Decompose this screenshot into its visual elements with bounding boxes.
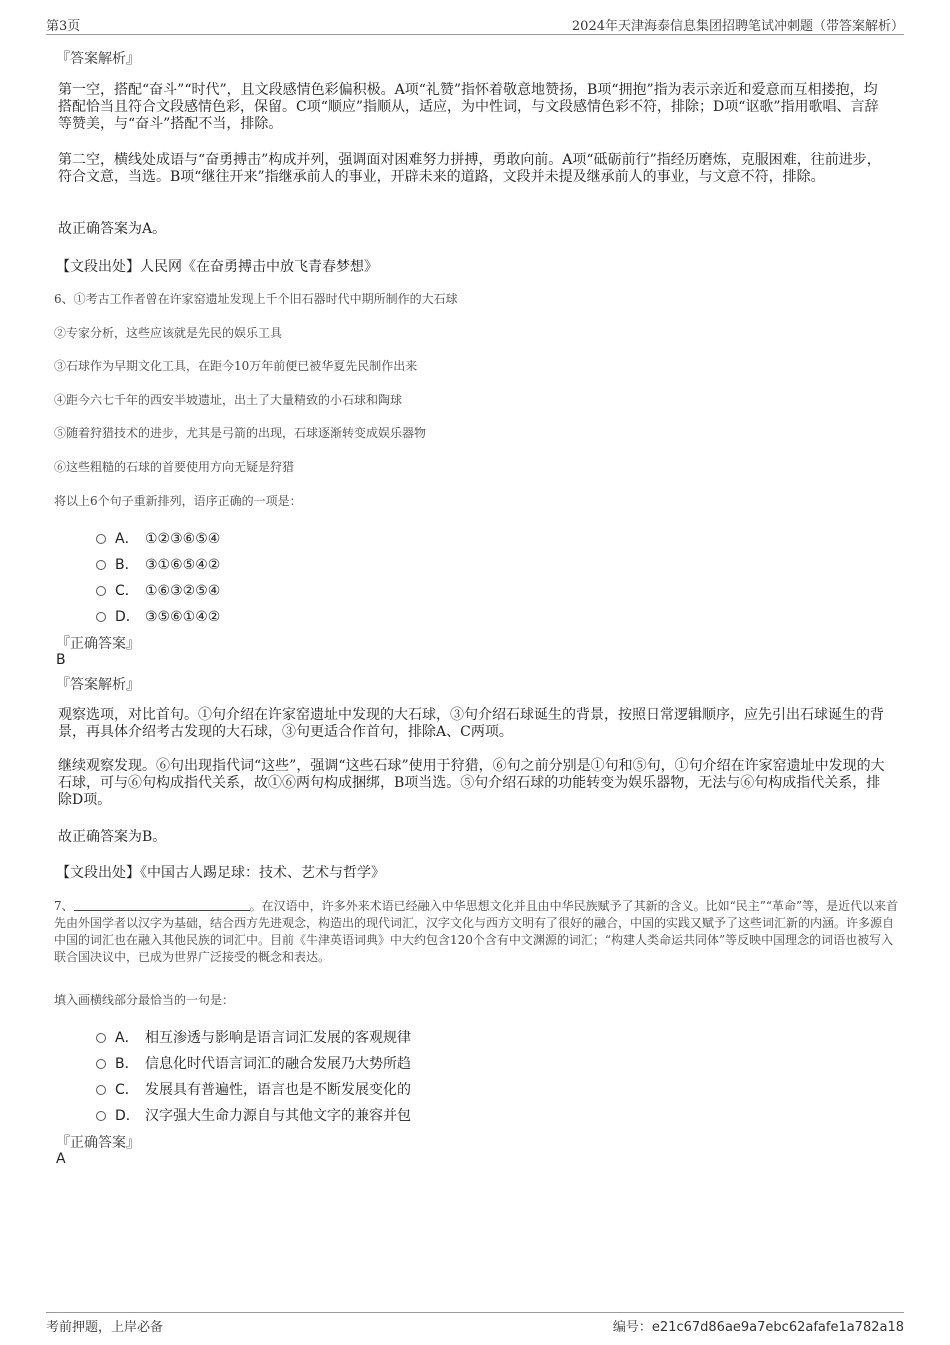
q6-answer: B	[56, 652, 66, 668]
option-text: 汉字强大生命力源自与其他文字的兼容并包	[145, 1108, 411, 1124]
q6-sentence-1: 6、①考古工作者曾在许家窑遗址发现上千个旧石器时代中期所制作的大石球	[54, 292, 458, 306]
option-text: ①⑥③②⑤④	[145, 583, 221, 599]
q5-analysis-para-1: 第一空，搭配“奋斗”“时代”，且文段感情色彩偏积极。A项“礼赞”指怀着敬意地赞扬，B项“拥抱”指为表示亲近和爱意而互相搂抱，均搭配恰当且符合文段感情色彩，保留。C项“顺应”指顺从，适应，为中性词，与文段感情色彩不符，排除；D项“讴歌”指用歌唱、言辞等赞美，与“奋斗”搭配不当，排除。	[58, 82, 879, 132]
q6-sentence-5: ⑤随着狩猎技术的进步，尤其是弓箭的出现，石球逐渐转变成娱乐器物	[54, 426, 427, 440]
q6-analysis-para-2: 继续观察发现。⑥句出现指代词“这些”，强调“这些石球”使用于狩猎，⑥句之前分别是①句和⑤句，①句介绍在许家窑遗址中发现的大石球，可与⑥句构成指代关系，故①⑥两句构成捆绑，B项当选。⑤句介绍石球的功能转变为娱乐器物，无法与⑥句构成指代关系，排除D项。	[58, 758, 885, 808]
option-letter: B．	[115, 1056, 139, 1072]
option-letter: D．	[115, 1108, 140, 1124]
q6-prompt: 将以上6个句子重新排列，语序正确的一项是：	[54, 494, 302, 508]
q6-option-a[interactable]	[96, 528, 220, 548]
q7-option-d[interactable]	[96, 1105, 411, 1125]
q6-source: 【文段出处】《中国古人踢足球：技术、艺术与哲学》	[56, 865, 385, 881]
q7-number: 7、	[54, 899, 74, 913]
q6-sentence-6: ⑥这些粗糙的石球的首要使用方向无疑是狩猎	[54, 460, 295, 474]
option-text: 发展具有普遍性，语言也是不断发展变化的	[145, 1082, 411, 1098]
option-text: ①②③⑥⑤④	[145, 531, 221, 547]
q7-prompt: 填入画横线部分最恰当的一句是：	[54, 993, 235, 1007]
q5-analysis-label: 『答案解析』	[56, 51, 140, 67]
q7-stem-text: 。在汉语中，许多外来术语已经融入中华思想文化并且由中华民族赋予了其新的含义。比如“民主”“革命”等，是近代以来首先由外国学者以汉字为基础，结合西方先进观念，构造出的现代词汇，汉字文化与西方文明有了很好的融合，中国的实践又赋予了这些词汇新的内涵。许多源自中国的词汇也在融入其他民族的词汇中。目前《牛津英语词典》中大约包含120个含有中文渊源的词汇；“构建人类命运共同体”等反映中国理念的词语也被写入联合国决议中，已成为世界广泛接受的概念和表达。	[54, 899, 899, 964]
page-number: 第3页	[46, 19, 81, 34]
option-letter: A．	[115, 1030, 139, 1046]
q7-option-c[interactable]	[96, 1079, 411, 1099]
q6-conclusion: 故正确答案为B。	[58, 829, 167, 845]
q6-option-d[interactable]	[96, 606, 220, 626]
radio-icon[interactable]	[96, 1033, 106, 1043]
document-code	[613, 1316, 904, 1335]
page-footer	[46, 1312, 904, 1335]
q7-option-b[interactable]	[96, 1053, 411, 1073]
radio-icon[interactable]	[96, 586, 106, 596]
code-label: 编号：	[612, 1320, 652, 1335]
q6-sentence-3: ③石球作为早期文化工具，在距今10万年前便已被华夏先民制作出来	[54, 359, 418, 373]
option-text: 信息化时代语言词汇的融合发展乃大势所趋	[145, 1056, 411, 1072]
q6-analysis-para-1: 观察选项，对比首句。①句介绍在许家窑遗址中发现的大石球，③句介绍石球诞生的背景，按照日常逻辑顺序，应先引出石球诞生的背景，再具体介绍考古发现的大石球，③句更适合作首句，排除A、C两项。	[58, 707, 884, 740]
page-header	[46, 14, 904, 35]
q7-answer: A	[56, 1151, 66, 1167]
radio-icon[interactable]	[96, 1111, 106, 1121]
q7-answer-label: 『正确答案』	[56, 1135, 140, 1151]
radio-icon[interactable]	[96, 612, 106, 622]
q6-option-c[interactable]	[96, 580, 220, 600]
fill-blank	[74, 898, 250, 911]
q7-option-a[interactable]	[96, 1027, 411, 1047]
q6-sentence-2: ②专家分析，这些应该就是先民的娱乐工具	[54, 326, 283, 340]
q5-source: 【文段出处】人民网《在奋勇搏击中放飞青春梦想》	[56, 259, 378, 275]
radio-icon[interactable]	[96, 560, 106, 570]
code-value: e21c67d86ae9a7ebc62afafe1a782a18	[651, 1320, 904, 1335]
q6-option-b[interactable]	[96, 554, 220, 574]
radio-icon[interactable]	[96, 1059, 106, 1069]
footer-slogan: 考前押题，上岸必备	[46, 1320, 164, 1335]
option-text: ③⑤⑥①④②	[145, 609, 221, 625]
q6-analysis-label: 『答案解析』	[56, 677, 140, 693]
q6-answer-label: 『正确答案』	[56, 636, 140, 652]
option-text: ③①⑥⑤④②	[145, 557, 221, 573]
option-letter: C．	[115, 583, 139, 599]
q5-analysis-para-2: 第二空，横线处成语与“奋勇搏击”构成并列，强调面对困难努力拼搏，勇敢向前。A项“砥砺前行”指经历磨炼，克服困难，往前进步，符合文意，当选。B项“继往开来”指继承前人的事业，开辟未来的道路，文段并未提及继承前人的事业，与文意不符，排除。	[58, 152, 881, 185]
q7-stem	[54, 898, 904, 966]
q6-sentence-4: ④距今六七千年的西安半坡遗址，出土了大量精致的小石球和陶球	[54, 393, 403, 407]
option-letter: B．	[115, 557, 139, 573]
option-letter: D．	[115, 609, 140, 625]
radio-icon[interactable]	[96, 534, 106, 544]
radio-icon[interactable]	[96, 1085, 106, 1095]
q5-conclusion: 故正确答案为A。	[58, 221, 167, 237]
option-letter: A．	[115, 531, 139, 547]
option-letter: C．	[115, 1082, 139, 1098]
document-title: 2024年天津海泰信息集团招聘笔试冲刺题（带答案解析）	[571, 19, 904, 34]
option-text: 相互渗透与影响是语言词汇发展的客观规律	[145, 1030, 411, 1046]
